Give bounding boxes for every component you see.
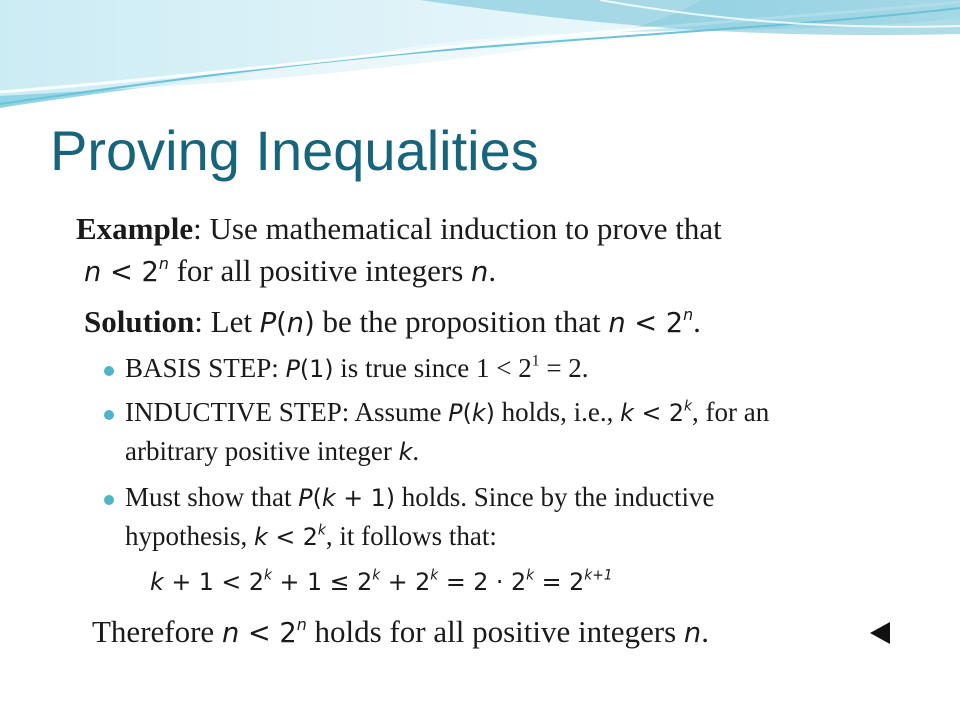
basis-step-line: BASIS STEP: P(1) is true since $1 < 2^1 = 2$. [125, 352, 589, 383]
bullet-dot [104, 495, 114, 505]
conclusion-line: Therefore $n < 2^n$ holds for all positive integers n. [92, 614, 709, 649]
decorative-wave-banner [0, 0, 960, 120]
slide-title: Proving Inequalities [50, 119, 539, 182]
solution-line: Solution: Let P(n) be the proposition that $n < 2^n$. [84, 304, 701, 339]
qed-triangle-icon [868, 620, 892, 646]
inequality-chain: $k + 1 < 2^k + 1 \le 2^k + 2^k = 2 \cdot 2^k = 2^{k+1}$ [150, 567, 613, 596]
inductive-step-line-1: INDUCTIVE STEP: Assume P(k) holds, i.e., $k < 2^k$, for an [125, 397, 770, 427]
example-label: Example [76, 211, 194, 246]
example-line-1: Example: Use mathematical induction to prove that [76, 211, 722, 246]
example-line-2: $n < 2^n$ for all positive integers n. [84, 253, 497, 288]
must-show-line-1: Must show that P(k + 1) holds. Since by the inductive [125, 482, 715, 512]
bullet-dot [104, 410, 114, 420]
solution-label: Solution [84, 304, 195, 339]
bullet-dot [104, 366, 114, 376]
must-show-line-2: hypothesis, $k < 2^k$, it follows that: [125, 521, 497, 551]
inductive-step-line-2: arbitrary positive integer k. [125, 436, 420, 466]
